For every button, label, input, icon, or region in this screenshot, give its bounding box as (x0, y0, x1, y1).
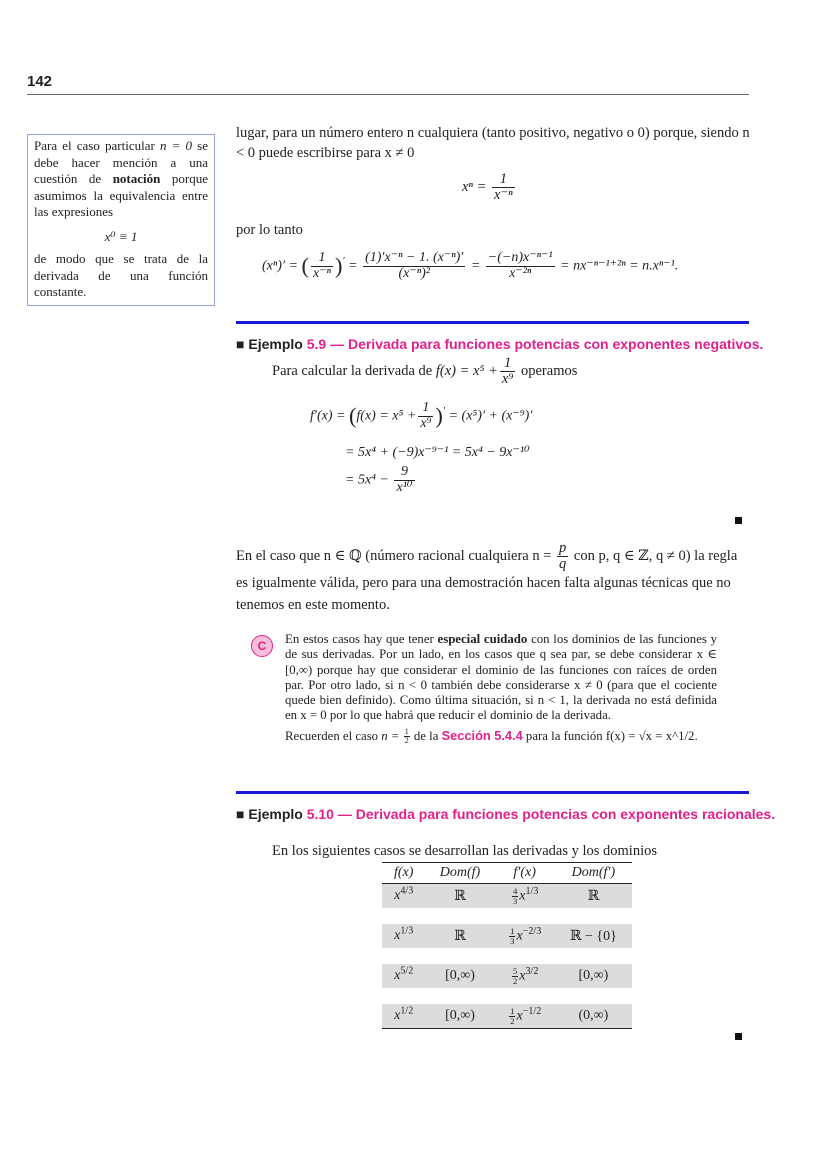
ex59-line1-frac (418, 401, 433, 431)
table-gap (382, 948, 632, 964)
intro-paragraph: lugar, para un número entero n cualquiera (tanto positivo, negativo o 0) porque, siendo n < 0 puede escribirse para x ≠ 0 (236, 125, 750, 161)
eq1-fraction (492, 172, 515, 203)
cell-dom: [0,∞) (425, 1004, 494, 1029)
table-header-row (382, 863, 632, 884)
cell-derivative: $\frac{5}{2}$ $x^{3/2}$ (495, 964, 555, 988)
margin-note (27, 134, 215, 306)
page-number: 142 (27, 73, 53, 90)
cell-f: $x^{5/2}$ (382, 964, 425, 988)
header-rule (27, 94, 749, 95)
recall-after: para la función f(x) = √x = x^1/2. (525, 728, 698, 743)
rational-den: q (559, 556, 567, 573)
ex59-line3-frac (394, 465, 414, 495)
recall-mid: de la (413, 728, 439, 743)
eq2-f1-num: 1 (311, 251, 333, 267)
rational-num: p (559, 540, 567, 556)
table-header-cell: Dom(f) (425, 863, 494, 884)
example-510-heading: 5.10 — Derivada para funciones potencias con exponentes racionales. (306, 806, 776, 822)
cell-dom: ℝ (425, 924, 494, 948)
example-510-intro: En los siguientes casos se desarrollan las derivadas y los dominios (272, 843, 657, 859)
table-row (382, 924, 632, 948)
ex59-line1-rhs: = (x⁵)′ + (x⁻⁹)′ (448, 408, 533, 424)
caution-after: con los dominios de las funciones y de sus derivadas. Por un lado, en los casos que q sea par, se debe considerar x ∈ [0,∞) porque hay que considerar el dominio de las funciones con raíces de orden par. Por otro lado, si n < 0 también debe considerarse x ≠ 0 (para que el cociente quede bien definido). Como última situación, si n < 1, la derivada no está definida en x = 0 por lo que habrá que reducir el dominio de la derivada. (285, 632, 718, 723)
eq2-f3-num: −(−n)x⁻ⁿ⁻¹ (487, 250, 553, 265)
example-59-title: ■ Ejemplo 5.9 — Derivada para funciones potencias con exponentes negativos. (236, 336, 764, 352)
eq2-frac-2 (363, 251, 465, 281)
caution-recall (285, 728, 717, 746)
note-formula: x⁰ ≡ 1 (104, 228, 138, 244)
example-59-label: Ejemplo (248, 336, 303, 352)
note-bold: notación (112, 171, 161, 186)
ex59-intro-frac (500, 356, 515, 387)
ex59-line1-den: x⁹ (420, 415, 432, 431)
recall-frac (404, 728, 410, 745)
derivatives-table (382, 862, 632, 1029)
table-row (382, 1004, 632, 1029)
ex59-line3-num: 9 (394, 465, 414, 481)
eq2-f2-den: (x⁻ⁿ)² (398, 265, 430, 281)
recall-den: 2 (404, 736, 409, 746)
ex59-line1-num: 1 (418, 401, 433, 417)
rational-after: con p, q ∈ ℤ, q ≠ 0) la regla es igualmente válida, pero para una demostración hacen falta algunas técnicas que no tenemos en este momento. (236, 548, 738, 614)
table-header-cell: f(x) (382, 863, 425, 884)
cell-f: $x^{4/3}$ (382, 884, 425, 909)
recall-before: Recuerden el caso (285, 728, 379, 743)
eq2-lhs: (xⁿ)′ = (262, 258, 298, 274)
ex59-line1-lhs: f′(x) = (310, 408, 346, 424)
example-59-rule (236, 321, 749, 324)
eq2-f1-den: x⁻ⁿ (312, 265, 331, 281)
recall-section-link[interactable]: Sección 5.4.4 (441, 727, 523, 743)
ex59-line1-func: f(x) = x⁵ + (356, 408, 417, 424)
por-lo-tanto: por lo tanto (236, 222, 303, 238)
note-text-mid: se debe hacer mención a una cuestión de (34, 138, 208, 186)
recall-num: 1 (404, 727, 409, 737)
ex59-intro-before: Para calcular la derivada de (272, 363, 433, 380)
table-row (382, 884, 632, 909)
ex59-line3-lhs: = 5x⁴ − (345, 472, 389, 488)
ex59-intro-num: 1 (500, 356, 515, 372)
rational-before: En el caso que n ∈ ℚ (número racional cualquiera n = (236, 548, 552, 565)
caution-before: En estos casos hay que tener (285, 632, 434, 646)
note-text-before: Para el caso particular (34, 138, 155, 153)
table-gap (382, 908, 632, 924)
cell-ddom: ℝ − {0} (555, 924, 632, 948)
table-gap (382, 988, 632, 1004)
example-510-rule (236, 791, 749, 794)
note-text-after: porque asumimos la equivalencia entre las expresiones (34, 171, 209, 219)
ex59-end-mark (735, 517, 742, 524)
example-510-title: ■ Ejemplo 5.10 — Derivada para funciones potencias con exponentes racionales. (236, 806, 776, 822)
equation-1 (462, 172, 517, 203)
eq2-rhs: = nx⁻ⁿ⁻¹⁺²ⁿ = n.xⁿ⁻¹. (560, 258, 679, 274)
ex59-intro-den: x⁹ (501, 371, 514, 388)
ex59-intro-after: operamos (521, 363, 578, 380)
table-header-cell: Dom(f′) (555, 863, 632, 884)
eq2-frac-1 (311, 251, 333, 281)
example-510-label: Ejemplo (248, 806, 303, 822)
rational-frac (557, 541, 568, 572)
caution-bold: especial cuidado (437, 632, 528, 646)
ex510-end-mark (735, 1033, 742, 1040)
example-59-intro (272, 356, 577, 387)
cell-dom: ℝ (425, 884, 494, 909)
example-59-heading: 5.9 — Derivada para funciones potencias con exponentes negativos. (306, 336, 764, 352)
note-condition: n = 0 (159, 138, 193, 153)
cell-f: $x^{1/2}$ (382, 1004, 425, 1029)
cell-derivative: $\frac{1}{2}$ $x^{-1/2}$ (495, 1004, 555, 1029)
equation-2: (xⁿ)′ = ( $\frac{1}{\text{x⁻ⁿ}}$ )′ = $\frac{\text{(1)′x⁻ⁿ − 1. (x⁻ⁿ)′}}{\text{(x⁻ⁿ)²}}$ = $\frac{\text{−(−n)x⁻ⁿ⁻¹}}{\text{x⁻²ⁿ}}$ = nx⁻ⁿ⁻¹⁺²ⁿ = n.xⁿ⁻¹. (262, 250, 679, 281)
ex59-line-2: = 5x⁴ + (−9)x⁻⁹⁻¹ = 5x⁴ − 9x⁻¹⁰ (345, 445, 530, 460)
caution-icon-letter: C (257, 639, 267, 653)
table-row (382, 964, 632, 988)
caution-text (285, 632, 717, 745)
cell-f: $x^{1/3}$ (382, 924, 425, 948)
cell-ddom: (0,∞) (555, 1004, 632, 1029)
ex59-line-3 (345, 465, 417, 495)
eq2-f3-den: x⁻²ⁿ (509, 265, 532, 281)
table-header-cell: f′(x) (495, 863, 555, 884)
cell-ddom: [0,∞) (555, 964, 632, 988)
ex59-intro-func: f(x) = x⁵ + (435, 363, 498, 380)
cell-dom: [0,∞) (425, 964, 494, 988)
eq2-frac-3 (486, 251, 555, 281)
cell-ddom: ℝ (555, 884, 632, 909)
cell-derivative: $\frac{1}{3}$ $x^{-2/3}$ (495, 924, 555, 948)
ex59-line3-den: x¹⁰ (396, 479, 413, 495)
cell-derivative: $\frac{4}{3}$ $x^{1/3}$ (495, 884, 555, 909)
eq1-den: x⁻ⁿ (494, 187, 513, 204)
caution-icon (251, 635, 273, 657)
note-text-end: de modo que se trata de la derivada de una función constante. (34, 251, 208, 299)
rational-paragraph (236, 541, 750, 616)
ex59-line-1: f′(x) = (f(x) = x⁵ + $\frac{1}{\text{x⁹}}$ )′ = (x⁵)′ + (x⁻⁹)′ (310, 400, 533, 431)
recall-n: n = (381, 728, 400, 743)
eq1-num: 1 (492, 172, 515, 188)
eq2-f2-num: (1)′x⁻ⁿ − 1. (x⁻ⁿ)′ (365, 250, 464, 265)
eq1-lhs: xⁿ = (462, 179, 487, 196)
